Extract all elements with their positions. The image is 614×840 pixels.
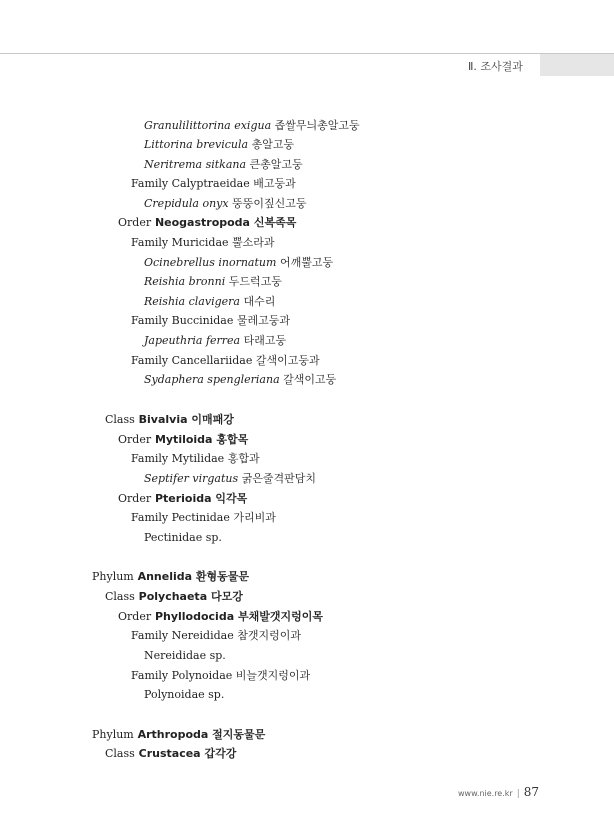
- scientific-name: Littorina brevicula: [144, 138, 249, 151]
- header-tab: [540, 54, 614, 76]
- taxon-entry: [118, 432, 248, 447]
- korean-name: 절지동물문: [212, 728, 266, 741]
- korean-name: 참갯지렁이과: [237, 629, 301, 642]
- taxon-rank: Order: [118, 492, 152, 505]
- taxon-rank: Family: [131, 236, 169, 249]
- korean-name: 좁쌀무늬총알고둥: [274, 119, 360, 132]
- korean-name: 다모강: [210, 590, 243, 603]
- korean-name: 부채발갯지렁이목: [237, 610, 323, 623]
- taxon-rank: Family: [131, 354, 169, 367]
- taxon-rank: Family: [131, 629, 169, 642]
- taxon-rank: Family: [131, 177, 169, 190]
- scientific-name: Granulilittorina exigua: [144, 119, 272, 132]
- page-number: 87: [523, 785, 540, 799]
- taxon-entry: [118, 215, 296, 230]
- scientific-name: Pectinidae: [171, 511, 230, 524]
- section-label: Ⅱ. 조사결과: [468, 60, 523, 73]
- taxon-entry: [144, 687, 224, 702]
- scientific-name: Polynoidae sp.: [144, 688, 225, 701]
- korean-name: 가리비과: [233, 511, 276, 524]
- korean-name: 갈색이고둥: [283, 373, 337, 386]
- taxon-rank: Family: [131, 669, 169, 682]
- taxon-entry: [105, 589, 243, 604]
- korean-name: 갈색이고둥과: [255, 354, 320, 367]
- taxon-entry: [144, 530, 222, 545]
- taxon-rank: Class: [105, 590, 135, 603]
- taxon-entry: [144, 255, 333, 270]
- taxon-rank: Family: [131, 511, 169, 524]
- taxon-entry: [131, 668, 310, 683]
- korean-name: 이매패강: [191, 413, 234, 426]
- scientific-name: Pectinidae sp.: [144, 531, 222, 544]
- korean-name: 비늘갯지렁이과: [235, 669, 311, 682]
- taxon-rank: Order: [118, 610, 152, 623]
- scientific-name: Cancellariidae: [171, 354, 253, 367]
- scientific-name: Nereididae: [171, 629, 234, 642]
- korean-name: 물레고둥과: [236, 314, 290, 327]
- scientific-name: Polynoidae: [171, 669, 233, 682]
- taxon-entry: [131, 235, 275, 250]
- taxon-entry: [131, 628, 301, 643]
- scientific-name: Ocinebrellus inornatum: [144, 256, 277, 269]
- scientific-name: Pterioida: [154, 492, 212, 505]
- korean-name: 타래고둥: [243, 334, 287, 347]
- footer-url: www.nie.re.kr: [458, 789, 513, 798]
- scientific-name: Mytiloida: [154, 433, 213, 446]
- scientific-name: Polychaeta: [138, 590, 208, 603]
- taxon-entry: [144, 274, 282, 289]
- scientific-name: Arthropoda: [137, 728, 209, 741]
- page-footer: [458, 781, 539, 800]
- korean-name: 큰총알고둥: [249, 158, 303, 171]
- taxon-entry: [131, 313, 290, 328]
- taxon-rank: Family: [131, 452, 169, 465]
- taxon-rank: Family: [131, 314, 169, 327]
- korean-name: 익각목: [215, 492, 248, 505]
- footer-separator: |: [516, 789, 520, 799]
- scientific-name: Annelida: [137, 570, 193, 583]
- taxon-entry: [144, 648, 226, 663]
- korean-name: 뚱뚱이짚신고둥: [232, 197, 307, 210]
- taxon-entry: [105, 746, 236, 761]
- taxon-entry: [131, 353, 320, 368]
- korean-name: 두드럭고둥: [228, 275, 282, 288]
- scientific-name: Calyptraeidae: [171, 177, 250, 190]
- korean-name: 신복족목: [253, 216, 297, 229]
- scientific-name: Neogastropoda: [154, 216, 250, 229]
- scientific-name: Neritrema sitkana: [144, 158, 247, 171]
- korean-name: 갑각강: [204, 747, 237, 760]
- taxon-entry: [118, 609, 323, 624]
- taxon-entry: [144, 137, 294, 152]
- taxon-entry: [144, 118, 360, 133]
- taxon-rank: Class: [105, 747, 135, 760]
- taxon-entry: [144, 157, 303, 172]
- taxon-entry: [92, 569, 249, 584]
- scientific-name: Crustacea: [138, 747, 201, 760]
- taxon-entry: [92, 727, 265, 742]
- korean-name: 뿔소라과: [232, 236, 275, 249]
- korean-name: 홍합과: [227, 452, 260, 465]
- scientific-name: Mytilidae: [171, 452, 225, 465]
- korean-name: 환형동물문: [195, 570, 250, 583]
- header-rule: [0, 53, 614, 54]
- korean-name: 대수리: [243, 295, 276, 308]
- taxon-entry: [144, 333, 286, 348]
- korean-name: 총알고둥: [251, 138, 295, 151]
- taxon-entry: [144, 471, 316, 486]
- korean-name: 굵은줄격판담치: [241, 472, 316, 485]
- taxon-entry: [118, 491, 247, 506]
- taxon-entry: [144, 196, 306, 211]
- scientific-name: Reishia bronni: [144, 275, 226, 288]
- taxon-rank: Order: [118, 216, 152, 229]
- korean-name: 홍합목: [216, 433, 249, 446]
- scientific-name: Nereididae sp.: [144, 649, 226, 662]
- taxon-entry: [105, 412, 234, 427]
- taxon-entry: [144, 372, 336, 387]
- scientific-name: Septifer virgatus: [144, 472, 239, 485]
- scientific-name: Reishia clavigera: [144, 295, 240, 308]
- taxon-rank: Class: [105, 413, 135, 426]
- taxon-entry: [144, 294, 275, 309]
- taxon-rank: Phylum: [92, 728, 134, 741]
- scientific-name: Crepidula onyx: [144, 197, 229, 210]
- scientific-name: Bivalvia: [138, 413, 188, 426]
- scientific-name: Japeuthria ferrea: [144, 334, 241, 347]
- korean-name: 배고둥과: [253, 177, 296, 190]
- taxon-entry: [131, 451, 260, 466]
- scientific-name: Phyllodocida: [154, 610, 235, 623]
- scientific-name: Buccinidae: [171, 314, 234, 327]
- taxon-rank: Order: [118, 433, 152, 446]
- taxon-rank: Phylum: [92, 570, 134, 583]
- taxon-entry: [131, 510, 276, 525]
- scientific-name: Sydaphera spengleriana: [144, 373, 280, 386]
- scientific-name: Muricidae: [171, 236, 229, 249]
- taxon-entry: [131, 176, 296, 191]
- korean-name: 어깨뿔고둥: [279, 256, 334, 269]
